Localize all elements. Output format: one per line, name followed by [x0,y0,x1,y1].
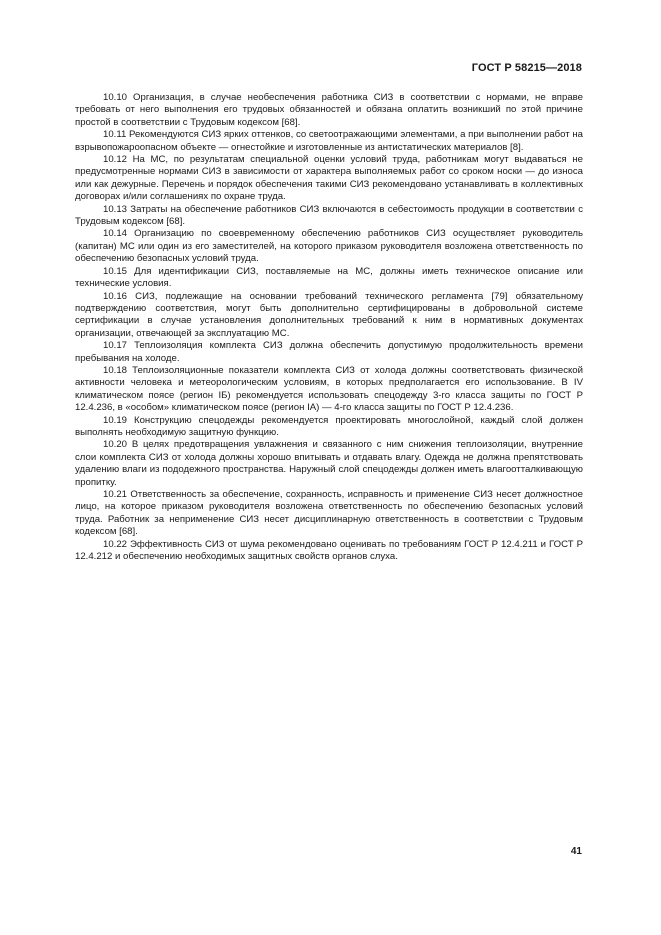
paragraph-10-11: 10.11 Рекомендуются СИЗ ярких оттенков, со светоотражающими элементами, а при выполнении работ на взрывопожароопасном объекте — огнестойкие и изготовленные из антистатических материалов [8]. [75,129,583,153]
paragraph-10-16: 10.16 СИЗ, подлежащие на основании требований технического регламента [79] обязательному подтверждению соответствия, могут быть дополнительно сертифицированы в добровольной системе сертификации в случае установления дополнительных требований к ним в нормативных документах организации, отвечающей за эксплуатацию МС. [75,290,583,339]
paragraph-10-22: 10.22 Эффективность СИЗ от шума рекомендовано оценивать по требованиям ГОСТ Р 12.4.211 и ГОСТ Р 12.4.212 и обеспечению необходимых защитных свойств органов слуха. [75,538,583,563]
paragraph-10-15: 10.15 Для идентификации СИЗ, поставляемые на МС, должны иметь техническое описание или технические условия. [75,265,583,290]
paragraph-10-12: 10.12 На МС, по результатам специальной оценки условий труда, работникам могут выдаваться не предусмотренные нормами СИЗ в зависимости от характера выполняемых работ со сроком носки — до износа или как дежурные. Перечень и порядок обеспечения такими СИЗ рекомендовано устанавливать в коллективных договорах и/или соглашениях по охране труда. [75,154,583,203]
paragraph-10-20: 10.20 В целях предотвращения увлажнения и связанного с ним снижения теплоизоляции, внутренние слои комплекта СИЗ от холода должны хорошо впитывать и отдавать влагу. Одежда не должна препятствовать удалению влаги из пододежного пространства. Наружный слой спецодежды должен иметь влагоотталкивающую пропитку. [75,439,583,488]
paragraph-10-21: 10.21 Ответственность за обеспечение, сохранность, исправность и применение СИЗ несет должностное лицо, на которое приказом руководителя возложена ответственность по обеспечению безопасных условий труда. Работник за неприменение СИЗ несет дисциплинарную ответственность в соответствии с Трудовым кодексом [68]. [75,489,583,538]
document-body [75,92,583,563]
paragraph-10-17: 10.17 Теплоизоляция комплекта СИЗ должна обеспечить допустимую продолжительность времени пребывания на холоде. [75,340,583,364]
page-number: 41 [570,846,582,857]
paragraph-10-19: 10.19 Конструкцию спецодежды рекомендуется проектировать многослойной, каждый слой должен выполнять необходимую защитную функцию. [75,414,583,438]
paragraph-10-14: 10.14 Организацию по своевременному обеспечению работников СИЗ осуществляет руководитель (капитан) МС или один из его заместителей, на которого приказом руководителя возложена ответственность по обеспечению безопасных условий труда. [75,228,583,265]
paragraph-10-18: 10.18 Теплоизоляционные показатели комплекта СИЗ от холода должны соответствовать физической активности человека и метеорологическим условиям, в которых предполагается его использование. В IV климатическом поясе (регион IБ) рекомендуется использовать спецодежду 3-го класса защиты по ГОСТ Р 12.4.236, в «особом» климатическом поясе (регион IА) — 4-го класса защиты по ГОСТ Р 12.4.236. [75,364,583,414]
paragraph-10-10: 10.10 Организация, в случае необеспечения работника СИЗ в соответствии с нормами, не вправе требовать от него выполнения его трудовых обязанностей и обязана оплатить возникший по этой причине простой в соответствии с Трудовым кодексом [68]. [75,92,583,128]
standard-designation: ГОСТ Р 58215—2018 [471,62,582,74]
paragraph-10-13: 10.13 Затраты на обеспечение работников СИЗ включаются в себестоимость продукции в соответствии с Трудовым кодексом [68]. [75,203,583,228]
